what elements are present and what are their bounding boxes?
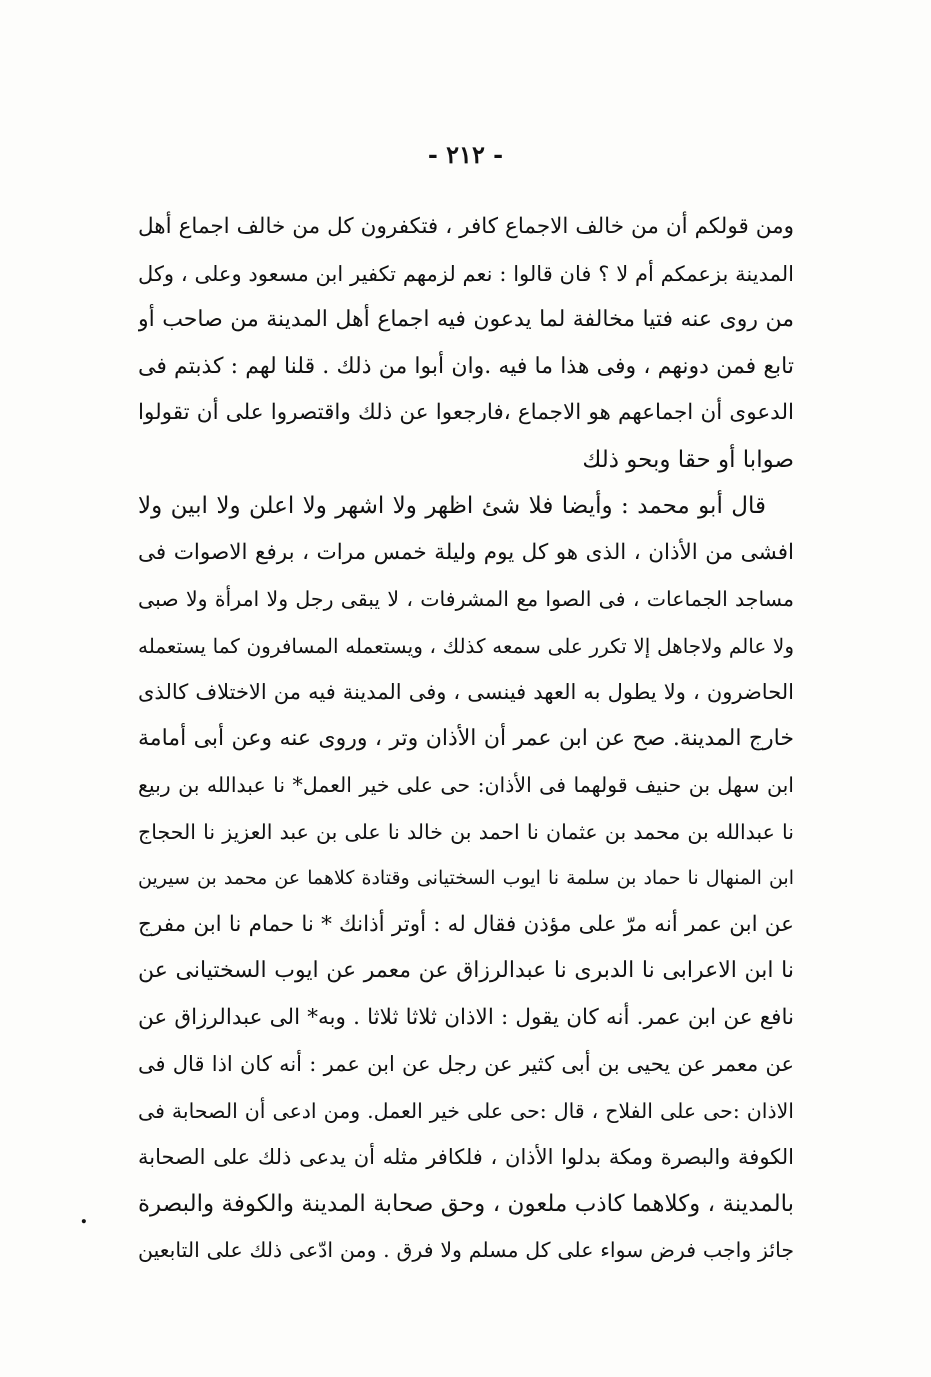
text-line: نافع عن ابن عمر. أنه كان يقول : الاذان ثلاثا ثلاثا . وبه* الى عبدالرزاق عن	[138, 1004, 794, 1030]
text-line: ابن سهل بن حنيف قولهما فى الأذان: حى على خير العمل* نا عبدالله بن ربيع	[138, 773, 794, 797]
text-line: المدينة بزعمكم أم لا ؟ فان قالوا : نعم لزمهم تكفير ابن مسعود وعلى ، وكل	[138, 261, 794, 286]
text-line: افشى من الأذان ، الذى هو كل يوم وليلة خمس مرات ، برفع الاصوات فى	[138, 539, 794, 565]
text-line: الاذان :حى على الفلاح ، قال :حى على خير العمل. ومن ادعى أن الصحابة فى	[138, 1098, 794, 1123]
text-line: ابن المنهال نا حماد بن سلمة نا ايوب السختيانى وقتادة كلاهما عن محمد بن سيرين	[138, 867, 794, 889]
text-line: صوابا أو حقا وبحو ذلك	[582, 446, 794, 473]
page-number: - ٢١٢ -	[427, 140, 504, 169]
body-text	[138, 204, 794, 1274]
text-line: الدعوى أن اجماعهم هو الاجماع ،فارجعوا عن ذلك واقتصروا على أن تقولوا	[138, 400, 794, 425]
text-line: جائز واجب فرض سواء على كل مسلم ولا فرق . ومن ادّعى ذلك على التابعين	[138, 1238, 794, 1262]
text-line: ومن قولكم أن من خالف الاجماع كافر ، فتكفرون كل من خالف اجماع أهل	[138, 214, 794, 239]
text-line: عن ابن عمر أنه مرّ على مؤذن فقال له : أوتر أذانك * نا حمام نا ابن مفرج	[138, 911, 794, 937]
text-line: قال أبو محمد : وأيضا فلا شئ اظهر ولا اشهر ولا اعلن ولا ابين ولا	[138, 493, 766, 519]
text-line: الحاضرون ، ولا يطول به العهد فينسى ، وفى المدينة فيه من الاختلاف كالذى	[138, 680, 794, 704]
text-line: الكوفة والبصرة ومكة بدلوا الأذان ، فلكافر مثله أن يدعى ذلك على الصحابة	[138, 1145, 794, 1169]
text-line: من روى عنه فتيا مخالفة لما يدعون فيه اجماع أهل المدينة من صاحب أو	[138, 307, 794, 332]
stray-mark: .	[80, 1203, 88, 1229]
text-line: بالمدينة ، وكلاهما كاذب ملعون ، وحق صحابة المدينة والكوفة والبصرة	[138, 1190, 794, 1217]
text-line: خارج المدينة. صح عن ابن عمر أن الأذان وتر ، وروى عنه وعن أبى أمامة	[138, 725, 794, 751]
text-line: تابع فمن دونهم ، وفى هذا ما فيه .وان أبوا من ذلك . قلنا لهم : كذبتم فى	[138, 353, 794, 379]
text-line: نا ابن الاعرابى نا الدبرى نا عبدالرزاق عن معمر عن ايوب السختيانى عن	[138, 958, 794, 983]
text-line: نا عبدالله بن محمد بن عثمان نا احمد بن خالد نا على بن عبد العزيز نا الحجاج	[138, 819, 794, 844]
text-line: عن معمر عن يحيى بن أبى كثير عن رجل عن ابن عمر : أنه كان اذا قال فى	[138, 1052, 794, 1076]
text-line: ولا عالم ولاجاهل إلا تكرر على سمعه كذلك ، ويستعمله المسافرون كما يستعمله	[138, 633, 794, 658]
text-line: مساجد الجماعات ، فى الصوا مع المشرفات ، لا يبقى رجل ولا امرأة ولا صبى	[138, 587, 794, 611]
